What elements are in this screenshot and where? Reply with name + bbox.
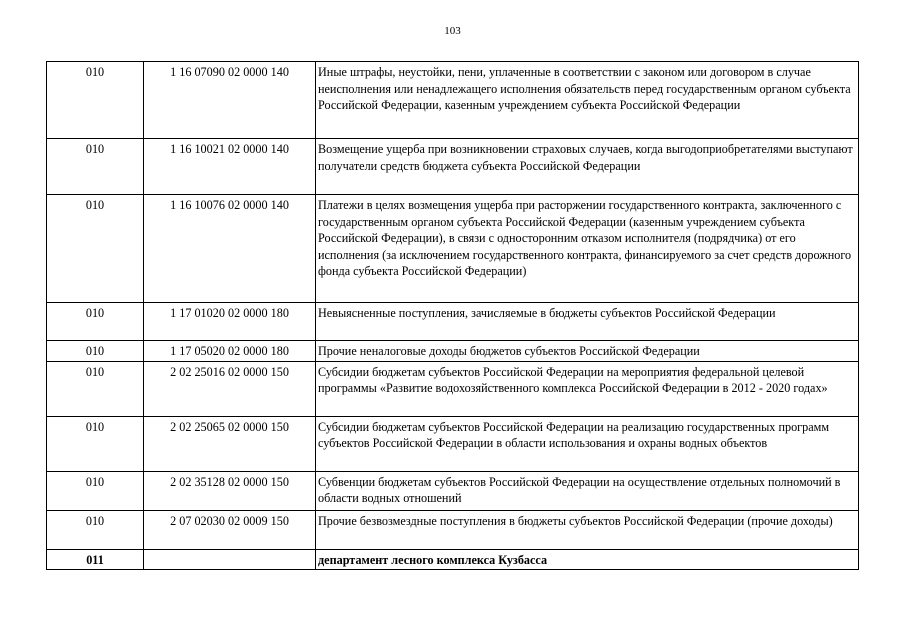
admin-code-cell: 010 <box>47 341 144 362</box>
page-number: 103 <box>444 25 461 37</box>
table-row <box>47 195 859 303</box>
table-row <box>47 510 859 549</box>
revenue-name-cell: департамент лесного комплекса Кузбасса <box>316 549 859 570</box>
revenue-name-cell: Иные штрафы, неустойки, пени, уплаченные в соответствии с законом или договором в случае неисполнения или ненадлежащего исполнения обязательств перед государственным органом субъекта Российской Федерации, казенным учреждением субъекта Российской Федерации <box>316 62 859 139</box>
table-row <box>47 361 859 416</box>
admin-code-cell: 010 <box>47 361 144 416</box>
table-row <box>47 139 859 195</box>
revenue-code-cell <box>144 549 316 570</box>
revenue-code-cell: 2 02 35128 02 0000 150 <box>144 471 316 510</box>
revenue-name-cell: Субсидии бюджетам субъектов Российской Федерации на мероприятия федеральной целевой программы «Развитие водохозяйственного комплекса Российской Федерации в 2012 - 2020 годах» <box>316 361 859 416</box>
revenue-name-cell: Платежи в целях возмещения ущерба при расторжении государственного контракта, заключенного с государственным органом субъекта Российской Федерации (казенным учреждением субъекта Российской Федерации), в связи с односторонним отказом исполнителя (подрядчика) от его исполнения (за исключением государственного контракта, финансируемого за счет средств дорожного фонда субъекта Российской Федерации) <box>316 195 859 303</box>
revenue-name-cell: Невыясненные поступления, зачисляемые в бюджеты субъектов Российской Федерации <box>316 303 859 341</box>
revenue-name-cell: Прочие безвозмездные поступления в бюджеты субъектов Российской Федерации (прочие доходы) <box>316 510 859 549</box>
revenue-name-cell: Субсидии бюджетам субъектов Российской Федерации на реализацию государственных программ субъектов Российской Федерации в области использования и охраны водных объектов <box>316 416 859 471</box>
revenue-code-cell: 1 17 01020 02 0000 180 <box>144 303 316 341</box>
admin-code-cell: 010 <box>47 139 144 195</box>
table-row <box>47 303 859 341</box>
admin-code-cell: 010 <box>47 471 144 510</box>
revenue-code-cell: 2 07 02030 02 0009 150 <box>144 510 316 549</box>
revenue-name-cell: Прочие неналоговые доходы бюджетов субъектов Российской Федерации <box>316 341 859 362</box>
table-row <box>47 62 859 139</box>
revenue-codes-table <box>46 61 859 570</box>
table-row <box>47 471 859 510</box>
admin-code-cell: 010 <box>47 195 144 303</box>
revenue-code-cell: 1 16 10021 02 0000 140 <box>144 139 316 195</box>
admin-code-cell: 010 <box>47 510 144 549</box>
admin-code-cell: 010 <box>47 303 144 341</box>
revenue-name-cell: Возмещение ущерба при возникновении страховых случаев, когда выгодоприобретателями выступают получатели средств бюджета субъекта Российской Федерации <box>316 139 859 195</box>
revenue-code-cell: 2 02 25016 02 0000 150 <box>144 361 316 416</box>
table-row <box>47 549 859 570</box>
revenue-code-cell: 2 02 25065 02 0000 150 <box>144 416 316 471</box>
table-row <box>47 416 859 471</box>
admin-code-cell: 011 <box>47 549 144 570</box>
table-row <box>47 341 859 362</box>
revenue-code-cell: 1 16 07090 02 0000 140 <box>144 62 316 139</box>
revenue-code-cell: 1 17 05020 02 0000 180 <box>144 341 316 362</box>
revenue-code-cell: 1 16 10076 02 0000 140 <box>144 195 316 303</box>
admin-code-cell: 010 <box>47 62 144 139</box>
admin-code-cell: 010 <box>47 416 144 471</box>
revenue-name-cell: Субвенции бюджетам субъектов Российской Федерации на осуществление отдельных полномочий в области водных отношений <box>316 471 859 510</box>
